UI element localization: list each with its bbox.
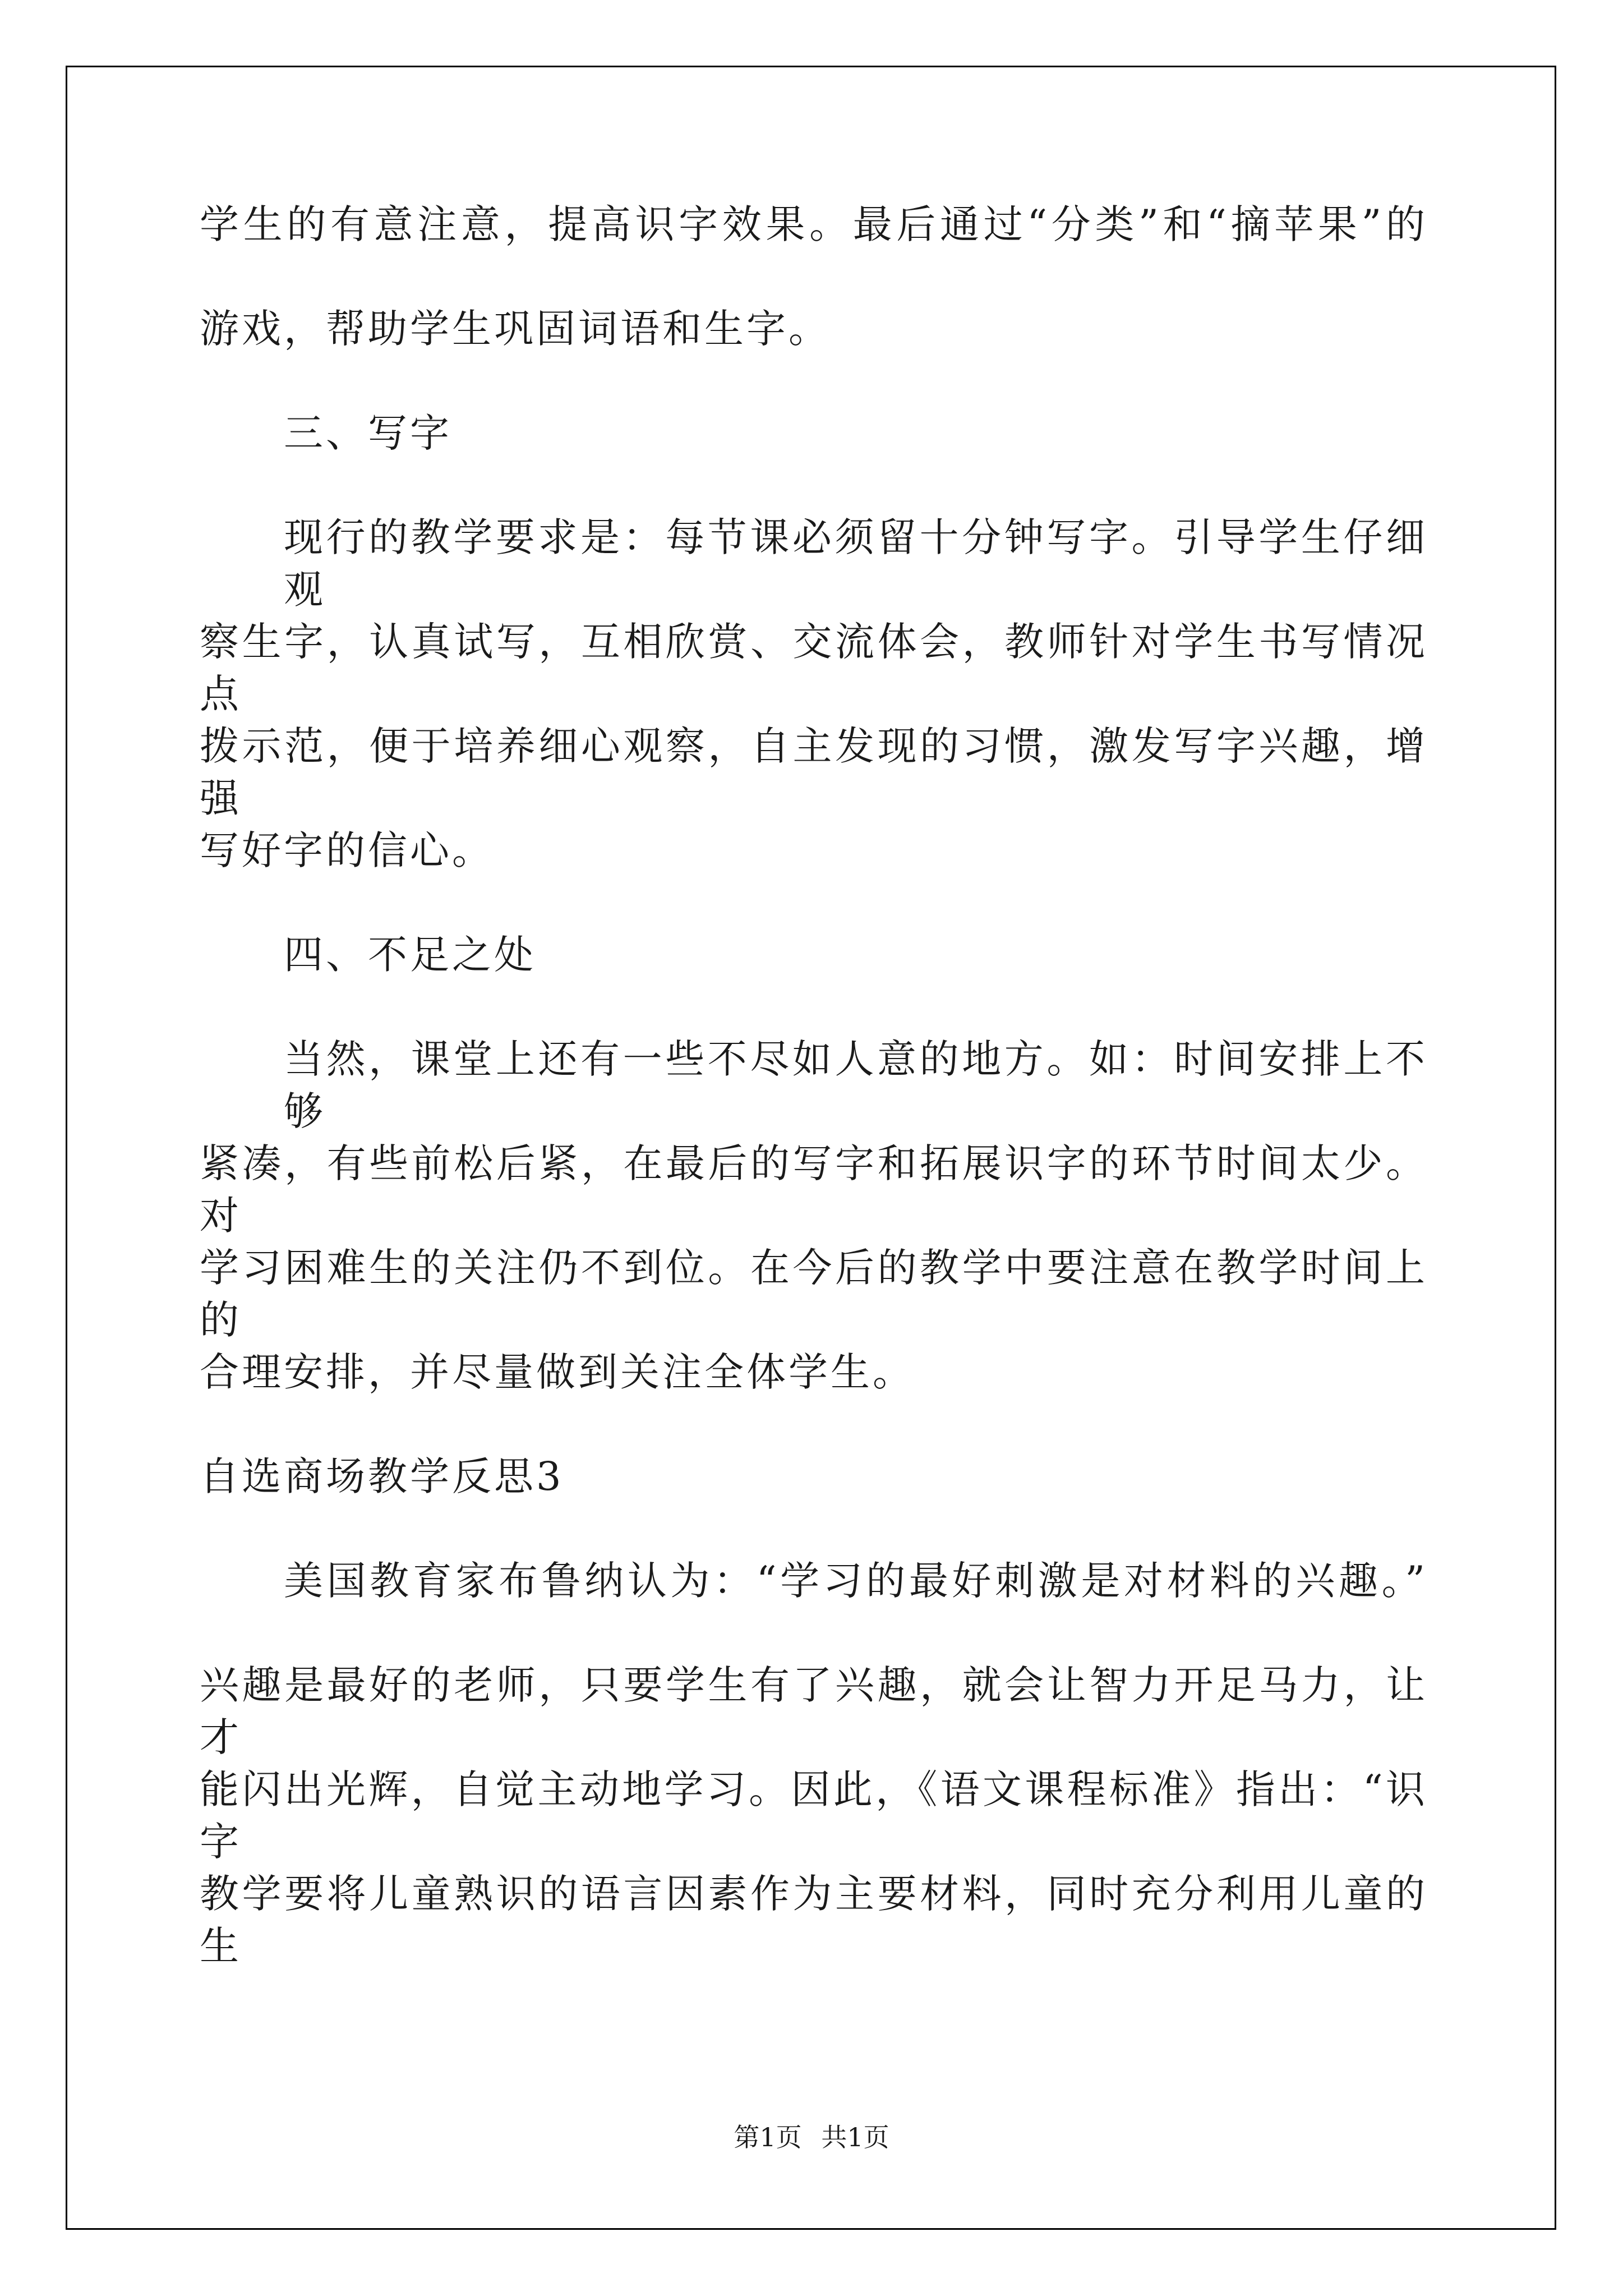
text-line: 当然，课堂上还有一些不尽如人意的地方。如：时间安排上不够	[284, 1036, 1428, 1134]
section-heading: 四、不足之处	[284, 932, 536, 978]
text-line: 写好字的信心。	[200, 827, 494, 873]
article-title: 自选商场教学反思3	[200, 1453, 564, 1499]
text-line: 紧凑，有些前松后紧，在最后的写字和拓展识字的环节时间太少。对	[200, 1140, 1428, 1239]
text-line: 兴趣是最好的老师，只要学生有了兴趣，就会让智力开足马力，让才	[200, 1662, 1428, 1760]
text-line: 现行的教学要求是：每节课必须留十分钟写字。引导学生仔细观	[284, 514, 1428, 613]
text-line: 学生的有意注意，提高识字效果。最后通过“分类”和“摘苹果”的	[200, 201, 1428, 247]
text-line: 能闪出光辉，自觉主动地学习。因此，《语文课程标准》指出：“识字	[200, 1766, 1428, 1865]
text-line: 游戏，帮助学生巩固词语和生字。	[200, 306, 831, 352]
text-line: 教学要将儿童熟识的语言因素作为主要材料，同时充分利用儿童的生	[200, 1871, 1428, 1969]
text-line: 合理安排，并尽量做到关注全体学生。	[200, 1349, 915, 1395]
page-total: 共1页	[821, 2122, 889, 2152]
text-line: 美国教育家布鲁纳认为：“学习的最好刺激是对材料的兴趣。”	[284, 1558, 1428, 1604]
page-number: 第1页	[734, 2122, 802, 2152]
text-line: 学习困难生的关注仍不到位。在今后的教学中要注意在教学时间上的	[200, 1245, 1428, 1343]
document-body	[200, 199, 1428, 1972]
section-heading: 三、写字	[284, 410, 452, 456]
text-line: 察生字，认真试写，互相欣赏、交流体会，教师针对学生书写情况点	[200, 619, 1428, 717]
page-footer	[0, 2120, 1623, 2154]
text-line: 拨示范，便于培养细心观察，自主发现的习惯，激发写字兴趣，增强	[200, 723, 1428, 821]
